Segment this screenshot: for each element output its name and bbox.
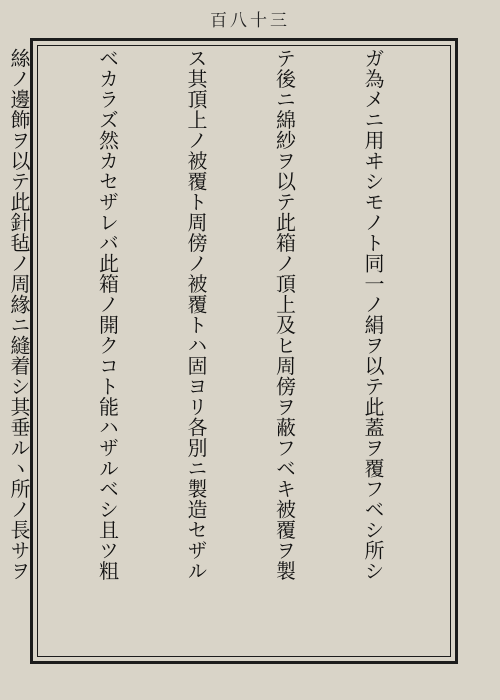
vertical-text-block: [7, 48, 446, 648]
text-column: 絲ノ邊飾ヲ以テ此針毡ノ周緣ニ縫着シ其垂ルヽ所ノ長サヲ: [7, 48, 31, 581]
text-column: テ後ニ綿紗ヲ以テ此箱ノ頂上及ヒ周傍ヲ蔽フベキ被覆ヲ製: [272, 48, 297, 581]
text-column: ベカラズ然カセザレバ此箱ノ開クコト能ハザルベシ且ツ粗: [95, 48, 120, 581]
page-number: 百八十三: [210, 11, 290, 31]
text-column: ス其頂上ノ被覆ト周傍ノ被覆トハ固ヨリ各別ニ製造セザル: [184, 48, 208, 581]
text-column: ガ為メニ用ヰシモノト同一ノ絹ヲ以テ此蓋ヲ覆フベシ所シ: [361, 48, 385, 581]
